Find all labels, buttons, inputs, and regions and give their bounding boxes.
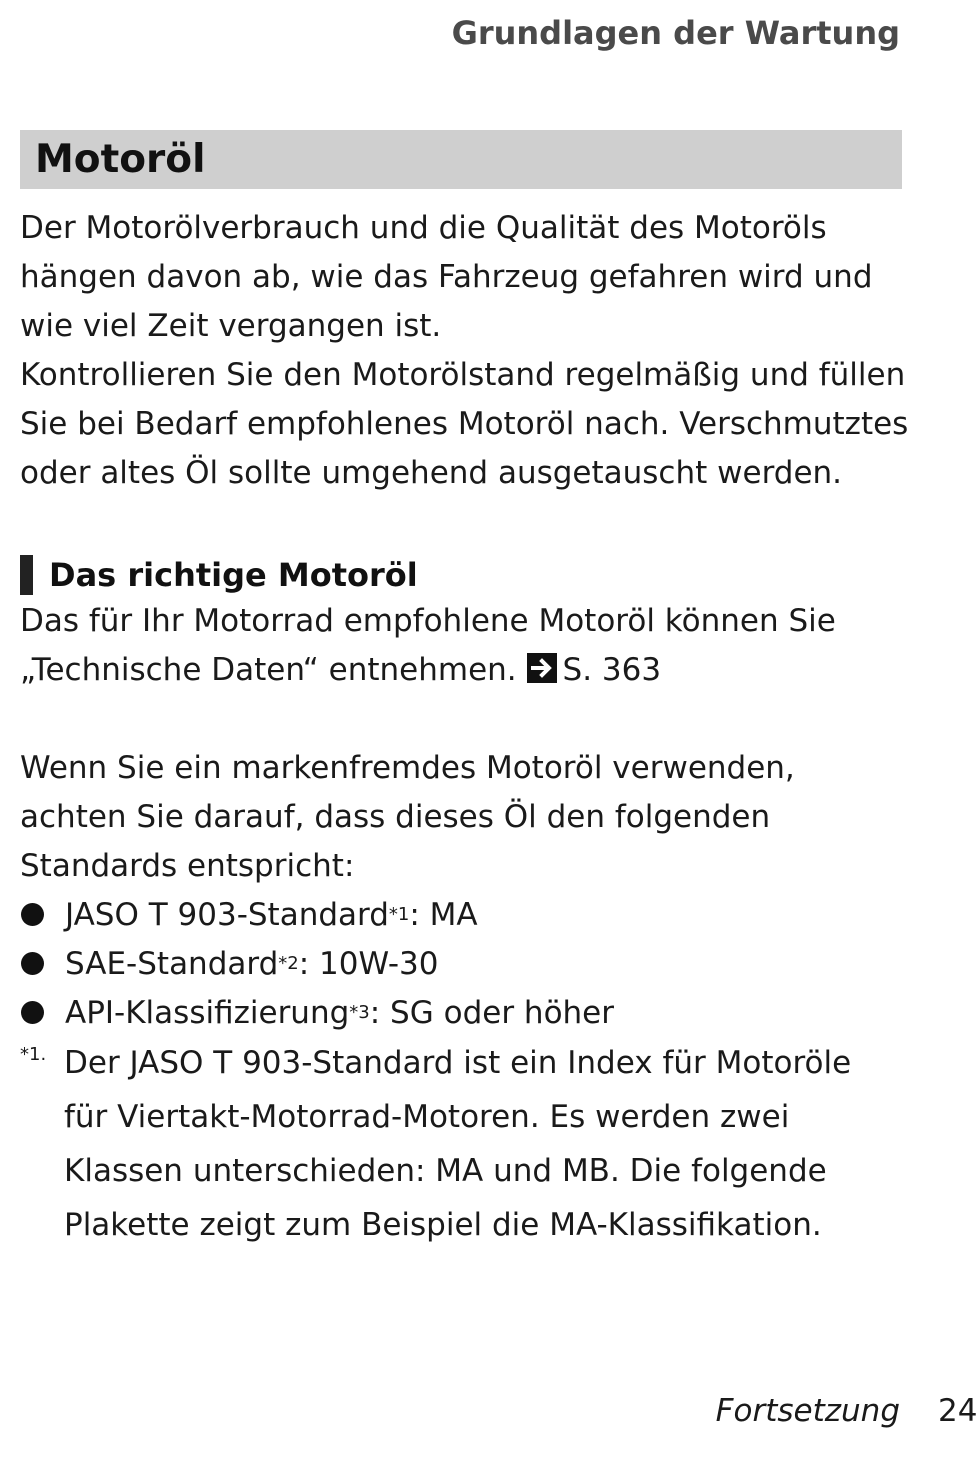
bullet-value: : MA [409,896,478,933]
section-title: Motoröl [35,137,206,182]
bullet-text: JASO T 903-Standard [65,896,389,933]
section-title-bar [20,130,902,189]
intro-line: hängen davon ab, wie das Fahrzeug gefahren wird und [20,259,873,295]
bullet-value: : 10W-30 [298,945,439,982]
intro-line: Sie bei Bedarf empfohlenes Motoröl nach. Verschmutztes [20,406,909,442]
footnote-line: für Viertakt-Motorrad-Motoren. Es werden zwei [64,1099,790,1135]
page-reference: S. 363 [562,652,662,688]
footnote-mark: *1. [20,1044,47,1065]
footnote-line: Der JASO T 903-Standard ist ein Index für Motoröle [64,1045,852,1081]
intro-line: Kontrollieren Sie den Motorölstand regelmäßig und füllen [20,357,906,393]
subsection-heading [20,552,418,598]
list-item: JASO T 903-Standard *1 : MA [20,890,920,939]
intro-line: Der Motorölverbrauch und die Qualität des Motoröls [20,210,827,246]
standards-line: Wenn Sie ein markenfremdes Motoröl verwenden, [20,750,795,786]
bullet-icon [21,952,44,975]
bullet-text: SAE-Standard [65,945,279,982]
bullet-value: : SG oder höher [369,994,614,1031]
footnote-line: Klassen unterschieden: MA und MB. Die folgende [64,1153,827,1189]
bullet-icon [21,903,44,926]
standards-list [20,890,920,1037]
bullet-text: API-Klassifizierung [65,994,350,1031]
standards-line: achten Sie darauf, dass dieses Öl den folgenden [20,799,771,835]
page-number: 24 [938,1393,977,1429]
reference-line: Das für Ihr Motorrad empfohlene Motoröl können Sie [20,603,836,639]
arrow-right-box-icon [527,653,557,683]
reference-line [20,646,920,695]
list-item: SAE-Standard *2 : 10W-30 [20,939,920,988]
heading-bar [20,555,33,595]
subsection-title: Das richtige Motoröl [49,556,418,594]
continued-label: Fortsetzung [715,1393,900,1429]
standards-line: Standards entspricht: [20,848,355,884]
standards-paragraph [20,744,920,891]
reference-paragraph [20,597,920,695]
page-reference-link[interactable] [527,652,662,688]
chapter-header: Grundlagen der Wartung [451,14,900,52]
reference-text: „Technische Daten“ entnehmen. [20,652,517,688]
intro-line: oder altes Öl sollte umgehend ausgetauscht werden. [20,455,843,491]
footnote-text [64,1036,851,1252]
footnote-line: Plakette zeigt zum Beispiel die MA-Klassifikation. [64,1207,822,1243]
bullet-icon [21,1001,44,1024]
list-item: API-Klassifizierung *3 : SG oder höher [20,988,920,1037]
intro-line: wie viel Zeit vergangen ist. [20,308,442,344]
intro-paragraph [20,204,920,498]
